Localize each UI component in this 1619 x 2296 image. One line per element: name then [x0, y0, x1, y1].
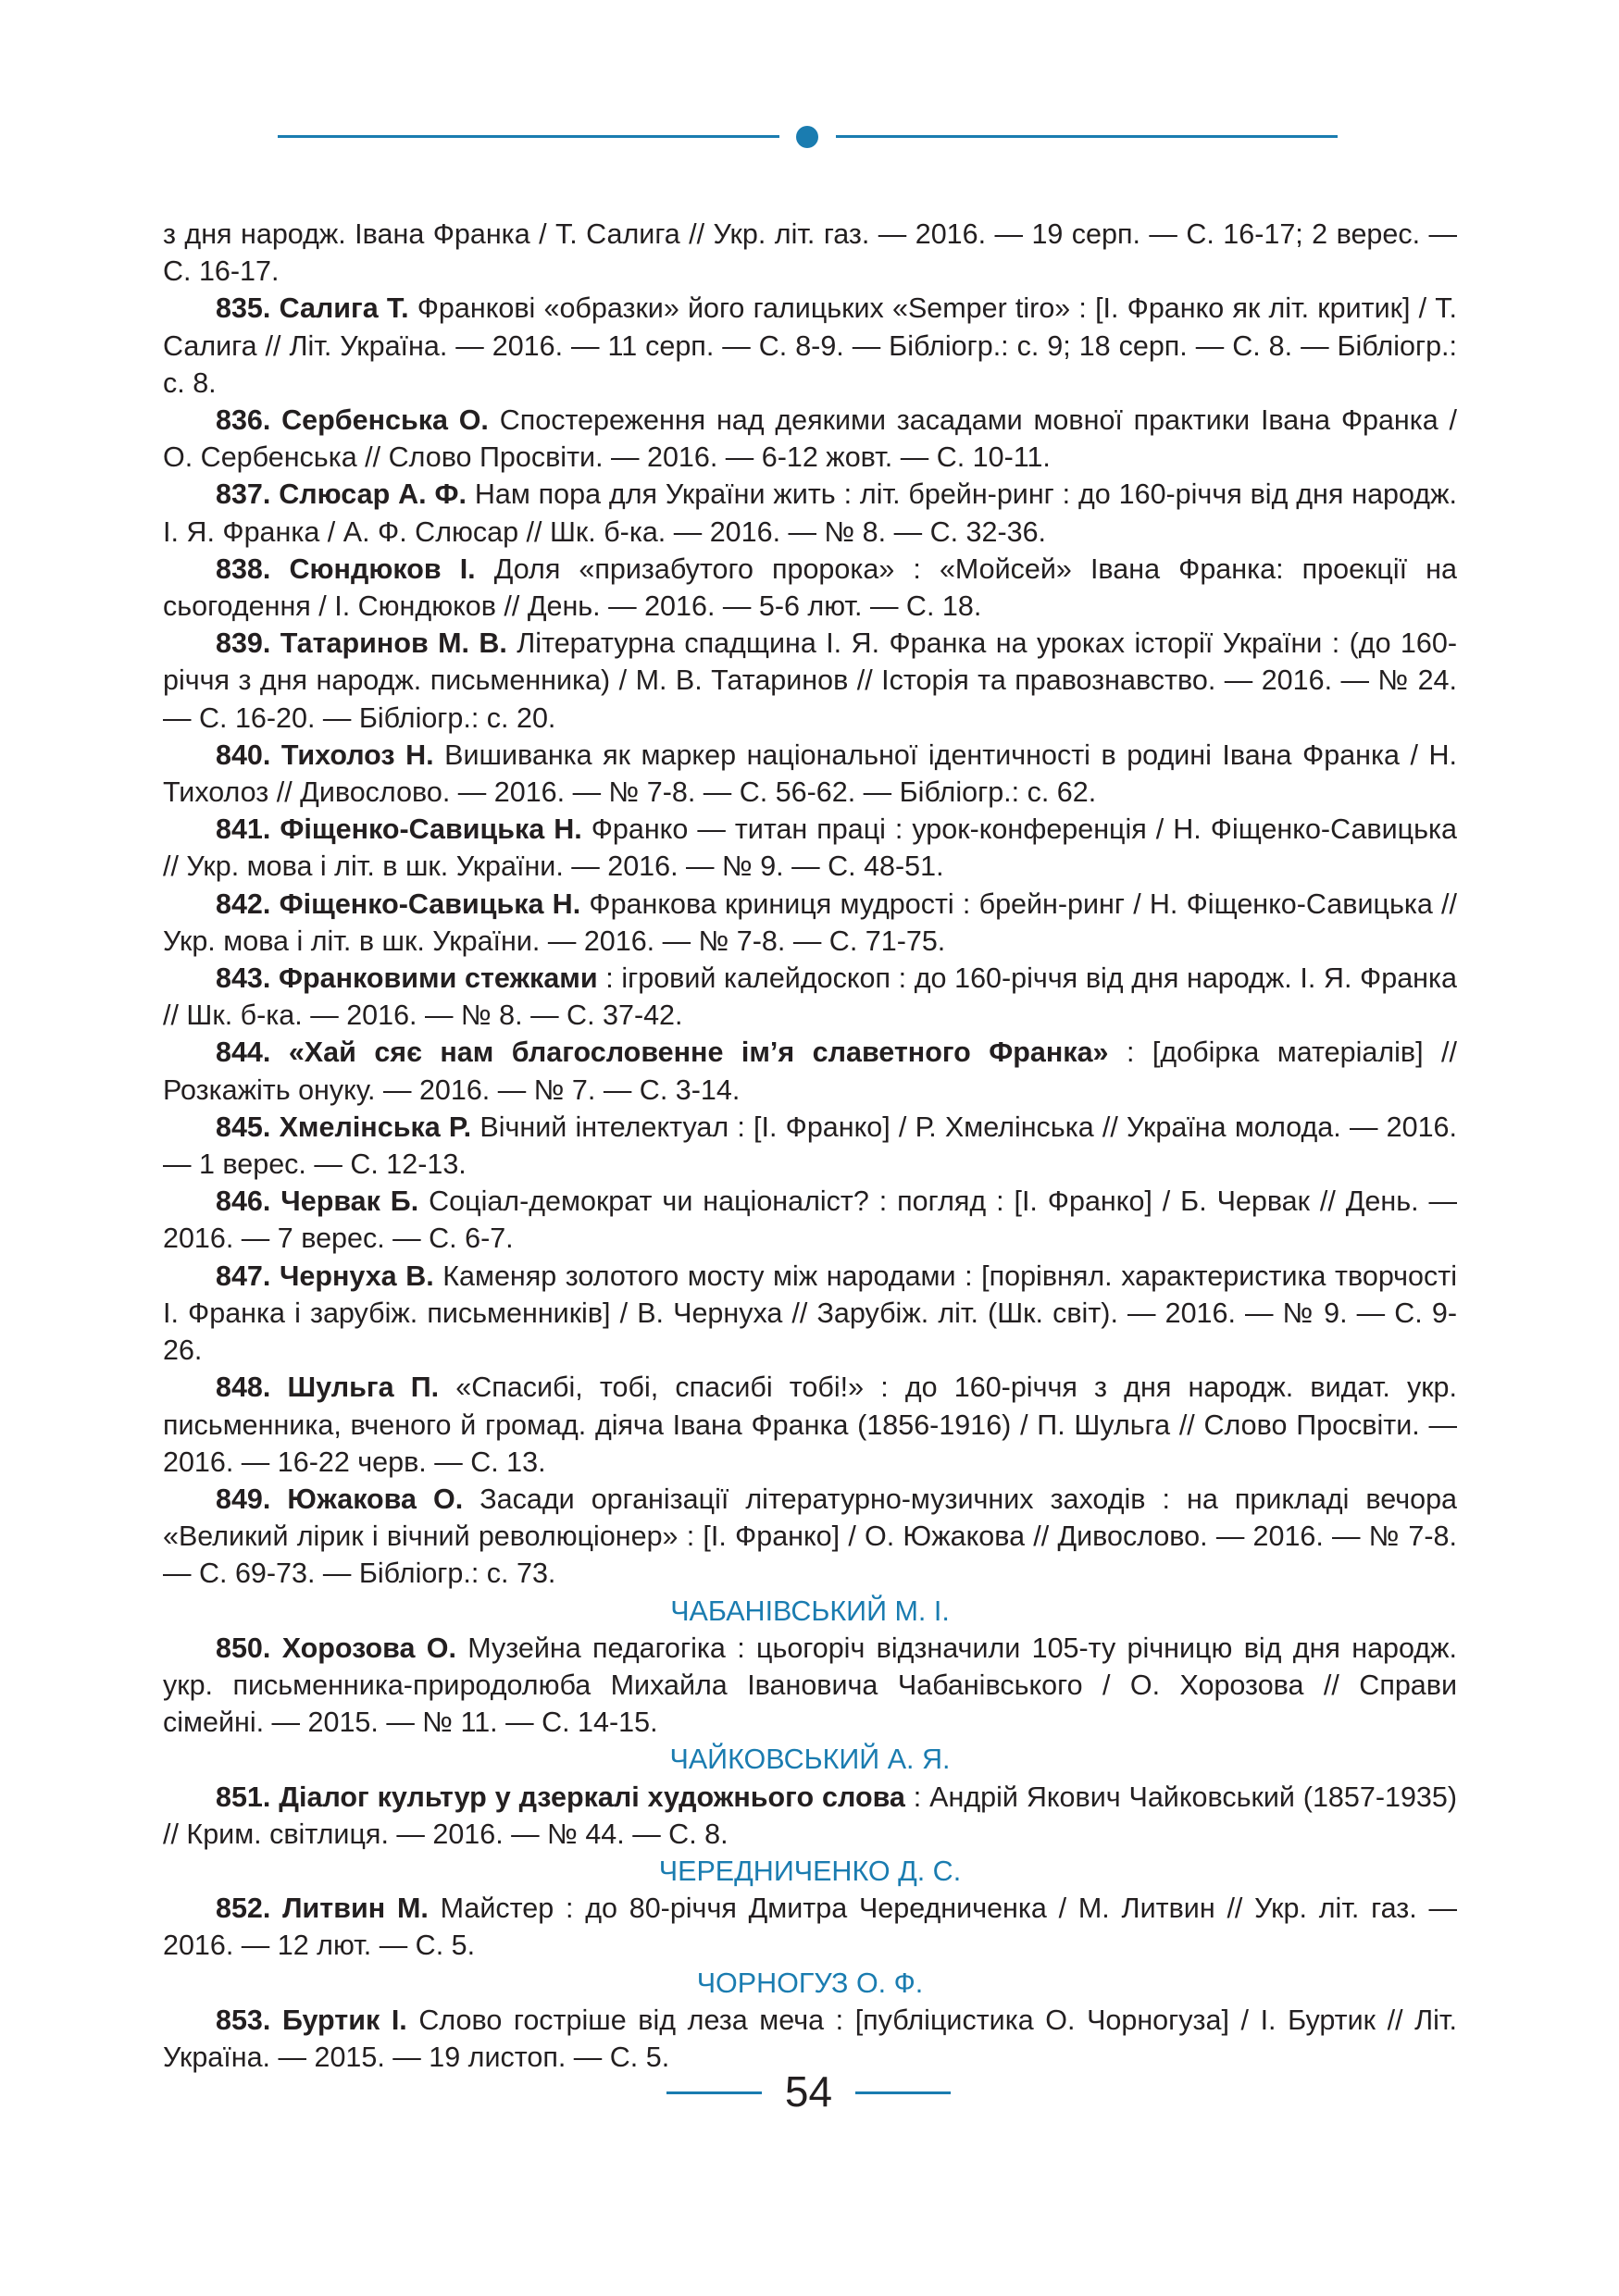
- entry-author: Хмелінська Р.: [279, 1111, 472, 1143]
- entry-author: Діалог культур у дзеркалі художнього слова: [279, 1781, 905, 1813]
- entry-text: Вишиванка як маркер національної ідентичності в родині Івана Франка / Н. Тихолоз // Дивослово. — 2016. — № 7-8. — С. 56-62. — Бібліогр.: с. 62.: [163, 738, 1457, 809]
- bibliography-entry: [163, 1034, 1457, 1108]
- bibliography-entry: [163, 1890, 1457, 1964]
- entry-text: Музейна педагогіка : цьогоріч відзначили 105-ту річницю від дня народж. укр. письменника-природолюба Михайла Івановича Чабанівського / О. Хорозова // Справи сімейні. — 2015. — № 11. — С. 14-15.: [163, 1632, 1457, 1739]
- entry-author: Чернуха В.: [279, 1260, 434, 1292]
- entries-list: [163, 290, 1457, 1592]
- entry-author: Сюндюков І.: [289, 552, 476, 585]
- entry-text: Нам пора для України жить : літ. брейн-ринг : до 160-річчя від дня народж. І. Я. Франка / А. Ф. Слюсар // Шк. б-ка. — 2016. — № 8. — С. 32-36.: [163, 478, 1457, 548]
- page-number: 54: [784, 2067, 833, 2116]
- entry-number: 840.: [216, 738, 271, 771]
- continued-entry-text: з дня народж. Івана Франка / Т. Салига // Укр. літ. газ. — 2016. — 19 серп. — С. 16-17; 2 верес. — С. 16-17.: [163, 218, 1457, 288]
- bibliography-content: [163, 216, 1457, 2076]
- bibliography-entry: [163, 1258, 1457, 1370]
- entry-author: Тихолоз Н.: [280, 738, 434, 771]
- entry-number: 844.: [216, 1036, 271, 1069]
- entry-author: Салига Т.: [279, 292, 409, 325]
- section-heading: ЧОРНОГУЗ О. Ф.: [696, 1967, 924, 1999]
- entry-author: Фіщенко-Савицька Н.: [279, 887, 581, 920]
- section-heading: ЧАЙКОВСЬКИЙ А. Я.: [669, 1744, 951, 1776]
- entry-text: Франко — титан праці : урок-конференція / Н. Фіщенко-Савицька // Укр. мова і літ. в шк. України. — 2016. — № 9. — С. 48-51.: [163, 813, 1457, 883]
- entry-number: 851.: [216, 1781, 271, 1813]
- bibliography-entry: [163, 402, 1457, 476]
- entry-number: 835.: [216, 292, 271, 325]
- entry-author: Слюсар А. Ф.: [279, 478, 467, 511]
- entry-author: Татаринов М. В.: [280, 627, 507, 660]
- bibliography-entry: [163, 1481, 1457, 1593]
- entry-number: 841.: [216, 813, 271, 846]
- entry-text: Доля «призабутого пророка» : «Мойсей» Івана Франка: проекції на сьогодення / І. Сюндюков // День. — 2016. — 5-6 лют. — С. 18.: [163, 552, 1457, 623]
- entry-author: Литвин М.: [282, 1893, 429, 1925]
- footer-line-right: [855, 2091, 951, 2094]
- entry-text: «Спасибі, тобі, спасибі тобі!» : до 160-річчя з дня народж. видат. укр. письменника, вченого й громад. діяча Івана Франка (1856-1916) / П. Шульга // Слово Просвіти. — 2016. — 16-22 черв. — С. 13.: [163, 1371, 1457, 1478]
- entry-number: 852.: [216, 1893, 271, 1925]
- entry-number: 853.: [216, 2004, 271, 2036]
- entry-author: Франковими стежками: [279, 962, 598, 995]
- entry-text: Спостереження над деякими засадами мовної практики Івана Франка / О. Сербенська // Слово Просвіти. — 2016. — 6-12 жовт. — С. 10-11.: [163, 404, 1457, 474]
- entry-text: Вічний інтелектуал : [І. Франко] / Р. Хмелінська // Україна молода. — 2016. — 1 верес. — С. 12-13.: [163, 1111, 1457, 1181]
- ornament-line-left: [278, 135, 779, 138]
- bibliography-entry: [163, 960, 1457, 1034]
- entry-text: : ігровий калейдоскоп : до 160-річчя від дня народж. І. Я. Франка // Шк. б-ка. — 2016. — № 8. — С. 37-42.: [163, 962, 1457, 1032]
- entry-text: Засади організації літературно-музичних заходів : на прикладі вечора «Великий лірик і вічний революціонер» : [І. Франко] / О. Южакова // Дивослово. — 2016. — № 7-8. — С. 69-73. — Бібліогр.: с. 73.: [163, 1483, 1458, 1590]
- entry-author: Червак Б.: [280, 1185, 419, 1218]
- entry-number: 836.: [216, 404, 271, 437]
- bibliography-entry: [163, 551, 1457, 625]
- entry-author: Фіщенко-Савицька Н.: [280, 813, 582, 846]
- entry-text: Каменяр золотого мосту між народами : [порівнял. характеристика творчості І. Франка і зарубіж. письменників] / В. Чернуха // Зарубіж. літ. (Шк. світ). — 2016. — № 9. — С. 9-26.: [163, 1260, 1457, 1367]
- ornament-line-right: [836, 135, 1338, 138]
- bibliography-entry: [163, 476, 1457, 550]
- entry-text: Франкові «образки» його галицьких «Semper tiro» : [І. Франко як літ. критик] / Т. Салига // Літ. Україна. — 2016. — 11 серп. — С. 8-9. — Бібліогр.: с. 9; 18 серп. — С. 8. — Бібліогр.: с. 8.: [163, 292, 1457, 399]
- bibliography-entry: [163, 1630, 1457, 1742]
- entry-author: Южакова О.: [287, 1483, 464, 1515]
- entry-number: 849.: [216, 1483, 271, 1515]
- entry-number: 845.: [216, 1111, 271, 1143]
- entry-text: Майстер : до 80-річчя Дмитра Чередниченка / М. Литвин // Укр. літ. газ. — 2016. — 12 лют. — С. 5.: [163, 1893, 1457, 1962]
- ornament-dot: [796, 126, 818, 148]
- page-footer: [0, 2061, 1619, 2116]
- entry-text: Слово гостріше від леза меча : [публіцистика О. Чорногуза] / І. Буртик // Літ. Україна. — 2015. — 19 листоп. — С. 5.: [163, 2004, 1457, 2073]
- bibliography-entry: [163, 625, 1457, 737]
- section-heading: ЧЕРЕДНИЧЕНКО Д. С.: [658, 1855, 962, 1887]
- entry-number: 837.: [216, 478, 271, 511]
- entry-number: 839.: [216, 627, 271, 660]
- entry-text: : [добірка матеріалів] // Розкажіть онуку. — 2016. — № 7. — С. 3-14.: [163, 1036, 1457, 1106]
- bibliography-entry: [163, 1183, 1457, 1257]
- entry-author: Шульга П.: [287, 1371, 440, 1404]
- bibliography-entry: [163, 886, 1457, 960]
- bibliography-entry: [163, 1109, 1457, 1183]
- entry-number: 848.: [216, 1371, 271, 1404]
- entry-author: Хорозова О.: [281, 1632, 456, 1664]
- entry-number: 838.: [216, 552, 271, 585]
- entry-number: 847.: [216, 1260, 271, 1292]
- section-heading: ЧАБАНІВСЬКИЙ М. І.: [670, 1595, 950, 1627]
- entry-number: 850.: [216, 1632, 271, 1664]
- entry-text: Франкова криниця мудрості : брейн-ринг / Н. Фіщенко-Савицька // Укр. мова і літ. в шк. України. — 2016. — № 7-8. — С. 71-75.: [163, 887, 1457, 957]
- entry-number: 842.: [216, 887, 271, 920]
- top-ornament: [278, 126, 1338, 148]
- bibliography-entry: [163, 811, 1457, 885]
- bibliography-entry: [163, 1779, 1457, 1853]
- footer-line-left: [666, 2091, 762, 2094]
- bibliography-entry: [163, 290, 1457, 402]
- entry-text: Літературна спадщина І. Я. Франка на уроках історії України : (до 160-річчя з дня народж. письменника) / М. В. Татаринов // Історія та правознавство. — 2016. — № 24. — С. 16-20. — Бібліогр.: с. 20.: [163, 627, 1457, 734]
- entry-text: : Андрій Якович Чайковський (1857-1935) // Крим. світлиця. — 2016. — № 44. — С. 8.: [163, 1781, 1457, 1850]
- entry-number: 843.: [216, 962, 271, 995]
- bibliography-entry: [163, 737, 1457, 811]
- entry-author: Буртик І.: [281, 2004, 407, 2036]
- bibliography-entry: [163, 1369, 1457, 1481]
- entry-author: «Хай сяє нам благословенне ім’я славетного Франка»: [288, 1036, 1109, 1069]
- entry-author: Сербенська О.: [281, 404, 489, 437]
- entry-number: 846.: [216, 1185, 271, 1218]
- entry-text: Соціал-демократ чи націоналіст? : погляд : [І. Франко] / Б. Червак // День. — 2016. — 7 верес. — С. 6-7.: [163, 1185, 1457, 1255]
